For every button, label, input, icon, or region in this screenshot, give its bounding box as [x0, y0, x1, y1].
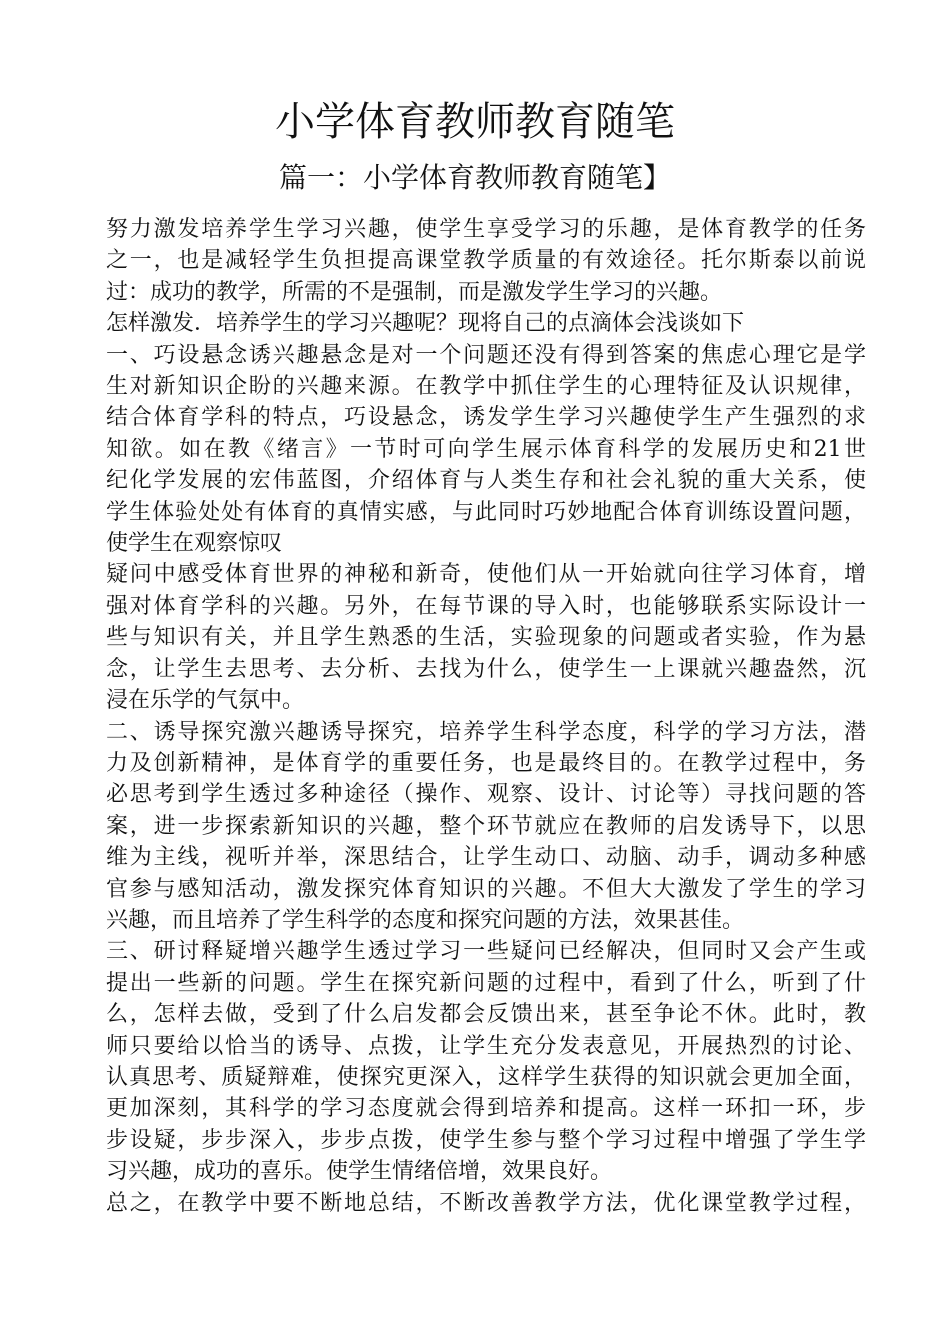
- body-line: 念，让学生去思考、去分析、去找为什么，使学生一上课就兴趣盎然，沉: [106, 656, 866, 682]
- body-line: 维为主线，视听并举，深思结合，让学生动口、动脑、动手，调动多种感: [106, 845, 866, 871]
- body-line: 提出一些新的问题。学生在探究新问题的过程中，看到了什么，听到了什: [106, 970, 866, 996]
- body-line: 结合体育学科的特点，巧设悬念，诱发学生学习兴趣使学生产生强烈的求: [106, 405, 866, 431]
- body-line: 兴趣，而且培养了学生科学的态度和探究问题的方法，效果甚佳。: [106, 907, 745, 933]
- body-line: 一、巧设悬念诱兴趣悬念是对一个问题还没有得到答案的焦虑心理它是学: [106, 342, 866, 368]
- body-line: 努力激发培养学生学习兴趣，使学生享受学习的乐趣，是体育教学的任务: [106, 217, 866, 242]
- body-line: 习兴趣，成功的喜乐。使学生情绪倍增，效果良好。: [106, 1159, 613, 1185]
- body-line: 总之，在教学中要不断地总结，不断改善教学方法，优化课堂教学过程，: [106, 1190, 866, 1216]
- body-line: 之一，也是减轻学生负担提高课堂教学质量的有效途径。托尔斯泰以前说: [106, 248, 866, 274]
- document-subtitle: 篇一：小学体育教师教育随笔】: [278, 161, 671, 194]
- body-line: 案，进一步探索新知识的兴趣，整个环节就应在教师的启发诱导下，以思: [106, 813, 866, 839]
- body-line: 官参与感知活动，激发探究体育知识的兴趣。不但大大激发了学生的学习: [106, 876, 866, 902]
- body-line: 纪化学发展的宏伟蓝图，介绍体育与人类生存和社会礼貌的重大关系，使: [106, 468, 866, 494]
- body-line: 二、诱导探究激兴趣诱导探究，培养学生科学态度，科学的学习方法，潜: [106, 719, 866, 745]
- body-line: 生对新知识企盼的兴趣来源。在教学中抓住学生的心理特征及认识规律，: [106, 374, 866, 400]
- body-line: 力及创新精神，是体育学的重要任务，也是最终目的。在教学过程中，务: [106, 750, 866, 776]
- body-line: 知欲。如在教《绪言》一节时可向学生展示体育科学的发展历史和21世: [106, 436, 866, 462]
- body-line: 学生体验处处有体育的真情实感，与此同时巧妙地配合体育训练设置问题，: [106, 499, 866, 525]
- body-line: 认真思考、质疑辩难，使探究更深入，这样学生获得的知识就会更加全面，: [106, 1064, 866, 1090]
- document-body: [106, 214, 866, 1219]
- document-title: 小学体育教师教育随笔: [275, 99, 675, 145]
- body-line: 怎样激发．培养学生的学习兴趣呢？现将自己的点滴体会浅谈如下: [106, 311, 745, 337]
- body-line: 师只要给以恰当的诱导、点拨，让学生充分发表意见，开展热烈的讨论、: [106, 1033, 866, 1059]
- body-line: 些与知识有关，并且学生熟悉的生活，实验现象的问题或者实验，作为悬: [106, 625, 866, 651]
- body-line: 过：成功的教学，所需的不是强制，而是激发学生学习的兴趣。: [106, 279, 723, 305]
- body-line: 更加深刻，其科学的学习态度就会得到培养和提高。这样一环扣一环，步: [106, 1096, 866, 1122]
- body-line: 使学生在观察惊叹: [106, 531, 283, 557]
- body-line: 么，怎样去做，受到了什么启发都会反馈出来，甚至争论不休。此时，教: [106, 1002, 866, 1028]
- body-line: 浸在乐学的气氛中。: [106, 688, 305, 714]
- body-line: 必思考到学生透过多种途径（操作、观察、设计、讨论等）寻找问题的答: [106, 782, 866, 808]
- body-line: 强对体育学科的兴趣。另外，在每节课的导入时，也能够联系实际设计一: [106, 593, 866, 619]
- body-line: 疑问中感受体育世界的神秘和新奇，使他们从一开始就向往学习体育，增: [106, 562, 866, 588]
- body-line: 步设疑，步步深入，步步点拨，使学生参与整个学习过程中增强了学生学: [106, 1127, 866, 1153]
- body-line: 三、研讨释疑增兴趣学生透过学习一些疑问已经解决，但同时又会产生或: [106, 939, 866, 965]
